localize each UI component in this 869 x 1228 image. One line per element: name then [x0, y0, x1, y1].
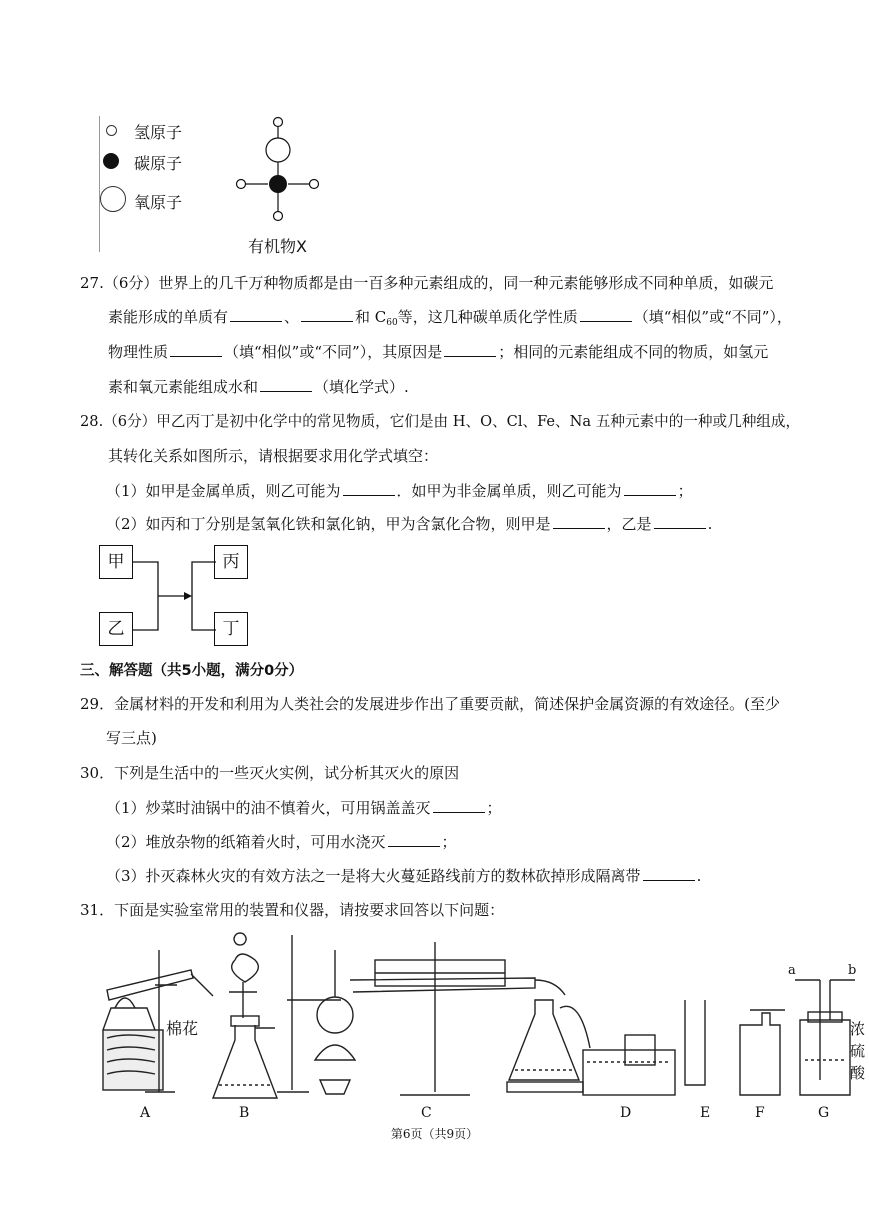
page-footer: 第6页（共9页） [390, 1127, 479, 1141]
oxygen-atom-icon [100, 186, 126, 212]
apparatus-label-f: F [755, 1105, 765, 1121]
blank-physical-property[interactable] [170, 342, 222, 357]
q30-item3: （3）扑灭森林火灾的有效方法之一是将大火蔓延路线前方的数林砍掉形成隔离带 . [106, 867, 702, 885]
q30-item2: （2）堆放杂物的纸箱着火时，可用水浇灭 ； [106, 833, 457, 851]
q31-line1: 31．下面是实验室常用的装置和仪器，请按要求回答以下问题： [80, 901, 505, 919]
hydrogen-atom-icon [106, 125, 117, 136]
q27-line3: 物理性质 （填“相似”或“不同”），其原因是 ；相同的元素能组成不同的物质，如氢元 [108, 343, 769, 361]
port-b-label: b [848, 963, 857, 978]
blank-yi-nonmetal[interactable] [624, 481, 676, 496]
legend-oxygen: 氧原子 [134, 193, 183, 212]
port-a-label: a [788, 963, 796, 978]
blank-yi-metal[interactable] [343, 481, 395, 496]
apparatus-label-b: B [239, 1105, 250, 1121]
blank-chemical-property[interactable] [580, 307, 632, 322]
blank-formula[interactable] [260, 377, 312, 392]
molecule-caption: 有机物X [248, 237, 307, 256]
q27-line2: 素能形成的单质有 、 和 $C_{60}$等，这几种碳单质化学性质 （填“相似”或“不同”）， [108, 308, 792, 328]
carbon-atom-icon [103, 153, 119, 169]
blank-yi[interactable] [654, 514, 706, 529]
acid-char-3: 酸 [850, 1064, 866, 1082]
apparatus-label-c: C [421, 1105, 432, 1121]
q30-item1: （1）炒菜时油锅中的油不慎着火，可用锅盖盖灭 ； [106, 799, 502, 817]
acid-char-1: 浓 [850, 1020, 866, 1038]
section-3-heading: 三、解答题（共5小题，满分0分） [80, 663, 304, 679]
q28-line1: 28.（6分）甲乙丙丁是初中化学中的常见物质，它们是由 H、O、Cl、Fe、Na 五种元素中的一种或几种组成， [80, 413, 801, 430]
q28-line3: （1）如甲是金属单质，则乙可能为 ．如甲为非金属单质，则乙可能为 ； [106, 482, 693, 500]
lab-apparatus-illustration [95, 930, 865, 1105]
legend-bracket [99, 116, 100, 252]
q29-line2: 写三点) [106, 729, 157, 747]
blank-q30-1[interactable] [433, 798, 485, 813]
box-bing: 丙 [214, 545, 248, 579]
blank-reason[interactable] [444, 342, 496, 357]
q28-line2: 其转化关系如图所示，请根据要求用化学式填空： [108, 447, 439, 465]
apparatus-label-a: A [140, 1105, 151, 1121]
apparatus-label-g: G [818, 1105, 830, 1121]
q29-line1: 29．金属材料的开发和利用为人类社会的发展进步作出了重要贡献，简述保护金属资源的有效途径。(至少 [80, 695, 780, 713]
cotton-label: 棉花 [166, 1019, 199, 1038]
legend-carbon: 碳原子 [134, 154, 183, 173]
q27-line1: 27.（6分）世界上的几千万种物质都是由一百多种元素组成的，同一种元素能够形成不同种单质，如碳元 [80, 274, 774, 292]
blank-q30-2[interactable] [388, 832, 440, 847]
blank-carbon-1[interactable] [230, 307, 282, 322]
box-jia: 甲 [99, 545, 133, 579]
box-ding: 丁 [214, 612, 248, 646]
q30-line1: 30．下列是生活中的一些灭火实例，试分析其灭火的原因 [80, 764, 460, 782]
blank-jia[interactable] [553, 514, 605, 529]
legend-hydrogen: 氢原子 [134, 123, 183, 142]
acid-char-2: 硫 [850, 1042, 866, 1060]
reaction-connectors [130, 555, 220, 635]
blank-carbon-2[interactable] [301, 307, 353, 322]
box-yi: 乙 [99, 612, 133, 646]
molecule-x-diagram [230, 112, 330, 232]
q27-line4: 素和氧元素能组成水和 （填化学式）. [108, 378, 409, 396]
apparatus-label-d: D [620, 1105, 632, 1121]
blank-q30-3[interactable] [643, 866, 695, 881]
apparatus-label-e: E [700, 1105, 711, 1121]
q28-line4: （2）如丙和丁分别是氢氧化铁和氯化钠，甲为含氯化合物，则甲是 ，乙是 . [106, 515, 713, 533]
